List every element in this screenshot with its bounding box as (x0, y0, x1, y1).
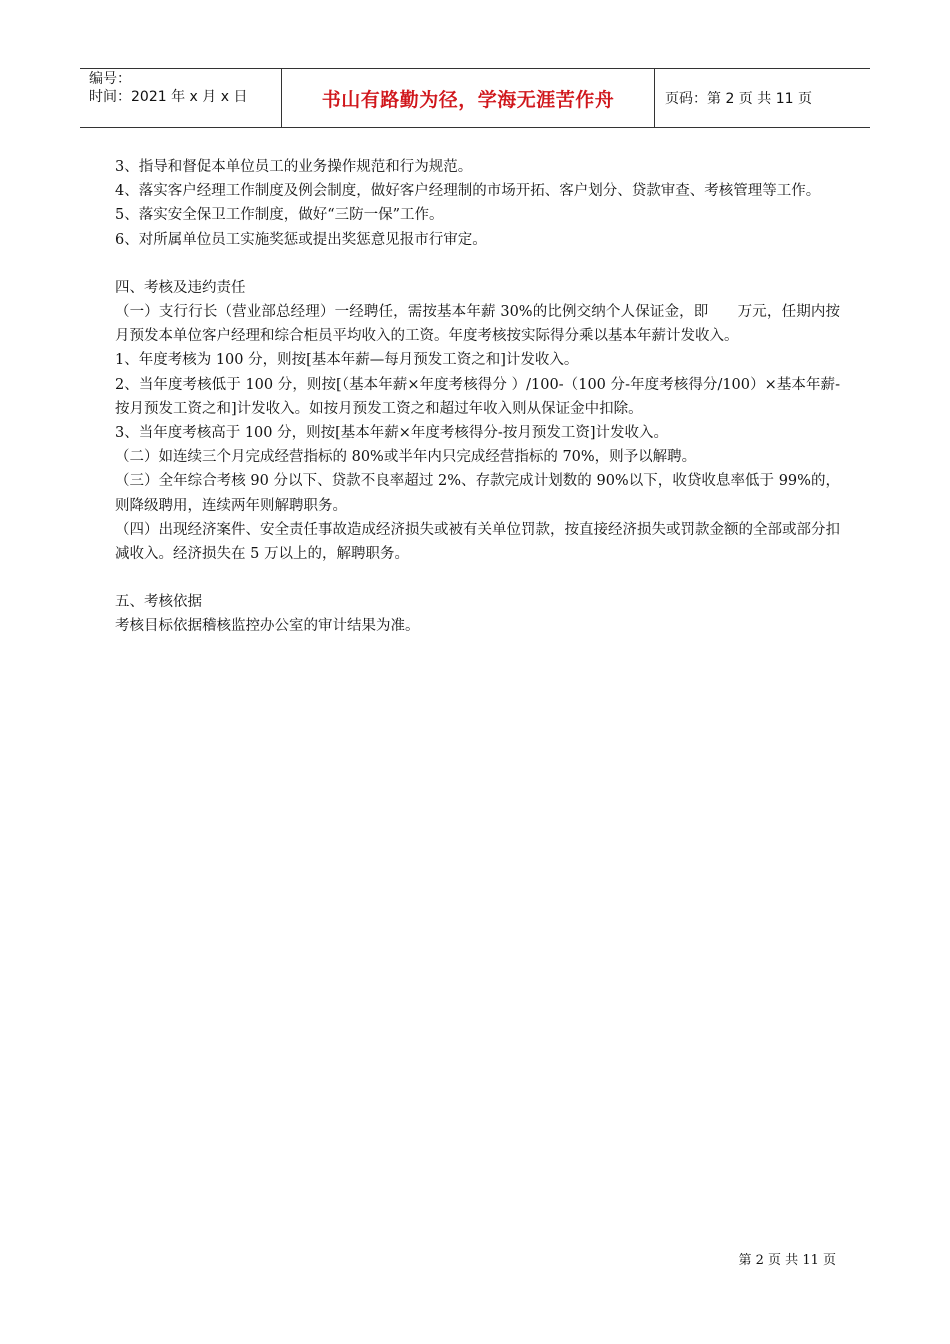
document-time-label: 时间：2021 年 x 月 x 日 (89, 89, 248, 105)
list-item: 6、对所属单位员工实施奖惩或提出奖惩意见报市行审定。 (115, 231, 487, 248)
section-heading: 四、考核及违约责任 (115, 279, 246, 296)
section-heading: 五、考核依据 (115, 594, 202, 611)
page-header (80, 68, 870, 128)
header-motto: 书山有路勤为径，学海无涯苦作舟 (281, 69, 655, 127)
paragraph: 2、当年度考核低于 100 分，则按[（基本年薪×年度考核得分 ）/100-（100 分-年度考核得分/100）×基本年薪-按月预发工资之和]计发收入。如按月预发工资之和超过年收入则从保证金中扣除。 (115, 376, 840, 417)
header-page-info: 页码：第 2 页 共 11 页 (665, 91, 812, 107)
list-item: 3、指导和督促本单位员工的业务操作规范和行为规范。 (115, 159, 473, 175)
list-item: 5、落实安全保卫工作制度，做好“三防一保”工作。 (115, 207, 444, 224)
paragraph: 1、年度考核为 100 分，则按[基本年薪—每月预发工资之和]计发收入。 (115, 352, 579, 369)
paragraph: （四）出现经济案件、安全责任事故造成经济损失或被有关单位罚款，按直接经济损失或罚款金额的全部或部分扣减收入。经济损失在 5 万以上的，解聘职务。 (115, 521, 840, 563)
page-footer-number: 第 2 页 共 11 页 (738, 1253, 836, 1268)
list-item: 4、落实客户经理工作制度及例会制度，做好客户经理制的市场开拓、客户划分、贷款审查、考核管理等工作。 (115, 183, 821, 200)
document-body (115, 155, 840, 639)
document-number-label: 编号： (89, 71, 131, 87)
paragraph: 考核目标依据稽核监控办公室的审计结果为准。 (115, 618, 420, 635)
paragraph: （三）全年综合考核 90 分以下、贷款不良率超过 2%、存款完成计划数的 90%以下，收贷收息率低于 99%的，则降级聘用，连续两年则解聘职务。 (115, 473, 840, 514)
paragraph: （一）支行行长（营业部总经理）一经聘任，需按基本年薪 30%的比例交纳个人保证金，即 万元，任期内按月预发本单位客户经理和综合柜员平均收入的工资。年度考核按实际得分乘以基本年薪计发收入。 (115, 304, 840, 345)
header-meta (80, 69, 281, 127)
section-spacer (115, 252, 840, 276)
paragraph: 3、当年度考核高于 100 分，则按[基本年薪×年度考核得分-按月预发工资]计发收入。 (115, 425, 668, 442)
section-spacer (115, 566, 840, 590)
paragraph: （二）如连续三个月完成经营指标的 80%或半年内只完成经营指标的 70%，则予以解聘。 (115, 449, 697, 466)
